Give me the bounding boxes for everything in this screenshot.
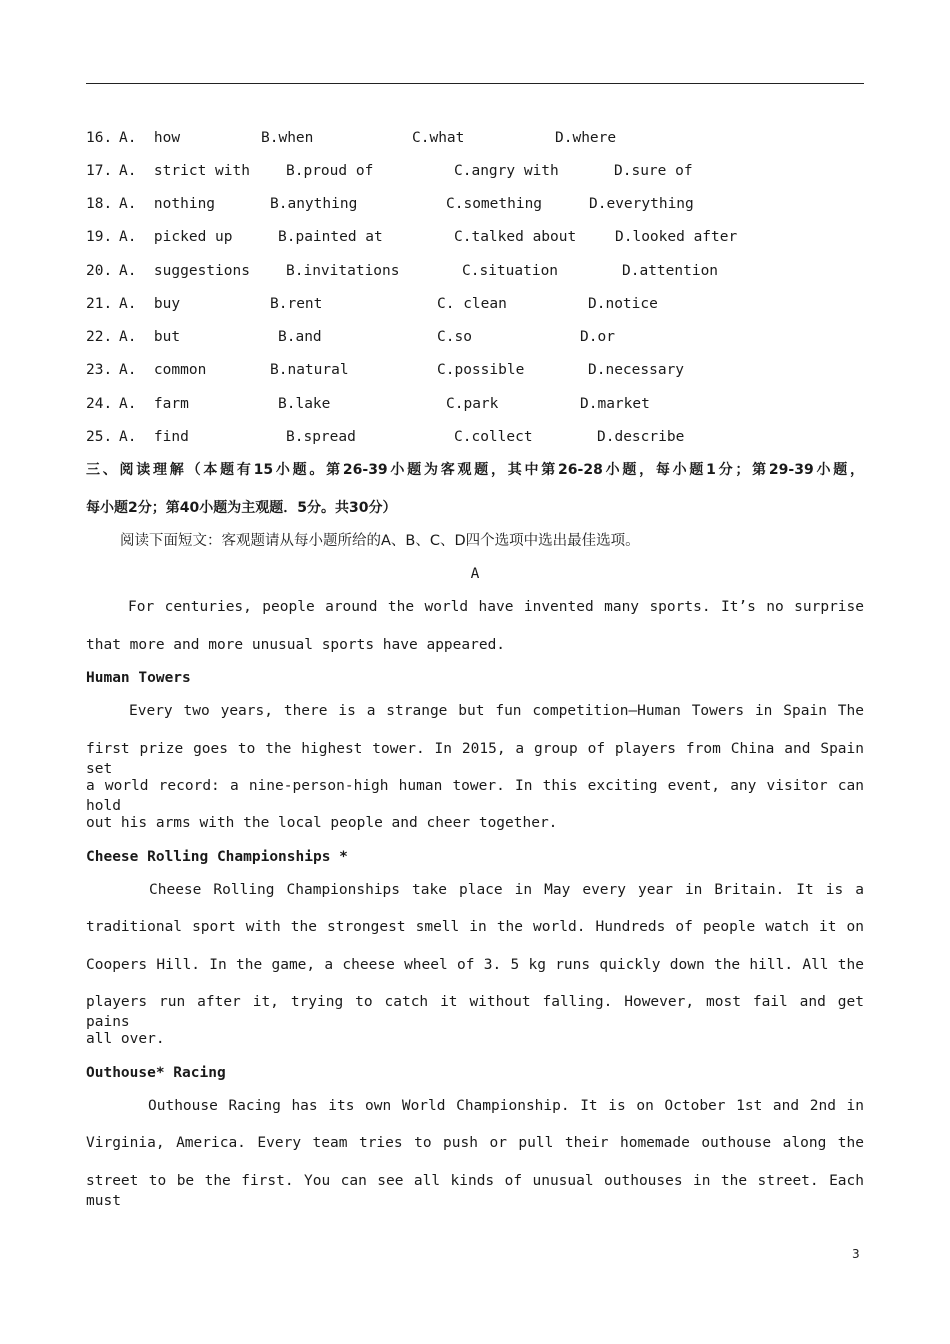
option-c: C.situation (462, 263, 559, 279)
option-b: B.painted at (278, 229, 383, 245)
option-b: B.spread (286, 429, 356, 445)
subheading-cheese-rolling: Cheese Rolling Championships * (86, 849, 348, 865)
question-row (86, 261, 886, 281)
option-d: D.describe (597, 429, 685, 445)
option-d: D.where (555, 130, 617, 146)
question-row (86, 294, 886, 314)
paragraph-line: players run after it, trying to catch it without falling. However, most fail and get pains (86, 994, 864, 1030)
question-number: 16. (86, 130, 113, 146)
paragraph-line: Virginia, America. Every team tries to push or pull their homemade outhouse along the (86, 1135, 864, 1151)
subheading-human-towers: Human Towers (86, 670, 191, 686)
option-b: B.rent (270, 296, 323, 312)
option-a: A. find (119, 429, 189, 445)
paragraph-line: first prize goes to the highest tower. In 2015, a group of players from China and Spain set (86, 741, 864, 777)
option-d: D.market (580, 396, 650, 412)
section-heading-line1: 三、阅读理解（本题有15小题。第26-39小题为客观题，其中第26-28小题，每小题1分；第29-39小题， (86, 462, 864, 478)
header-rule (86, 83, 864, 84)
option-c: C.so (437, 329, 472, 345)
option-d: D.sure of (614, 163, 693, 179)
question-row (86, 194, 886, 214)
question-number: 20. (86, 263, 113, 279)
question-number: 18. (86, 196, 113, 212)
paragraph-line: a world record: a nine-person-high human tower. In this exciting event, any visitor can hold (86, 778, 864, 814)
question-row (86, 327, 886, 347)
paragraph-line: Every two years, there is a strange but fun competition—Human Towers in Spain The (129, 703, 864, 719)
option-c: C.talked about (454, 229, 577, 245)
option-d: D.or (580, 329, 615, 345)
option-c: C.something (446, 196, 543, 212)
question-number: 17. (86, 163, 113, 179)
paragraph-line: all over. (86, 1031, 165, 1047)
option-d: D.necessary (588, 362, 685, 378)
option-c: C.what (412, 130, 465, 146)
question-row (86, 427, 886, 447)
option-c: C. clean (437, 296, 507, 312)
question-number: 19. (86, 229, 113, 245)
option-a: A. strict with (119, 163, 250, 179)
paragraph-line: that more and more unusual sports have appeared. (86, 637, 506, 653)
section-heading-line2: 每小题2分；第40小题为主观题．5分。共30分） (86, 500, 397, 516)
option-b: B.lake (278, 396, 331, 412)
question-row (86, 161, 886, 181)
option-a: A. picked up (119, 229, 233, 245)
option-c: C.possible (437, 362, 525, 378)
option-c: C.park (446, 396, 499, 412)
paragraph-line: For centuries, people around the world have invented many sports. It’s no surprise (128, 599, 864, 615)
paragraph-line: Outhouse Racing has its own World Championship. It is on October 1st and 2nd in (148, 1098, 864, 1114)
option-a: A. farm (119, 396, 189, 412)
instruction-text: 阅读下面短文：客观题请从每小题所给的A、B、C、D四个选项中选出最佳选项。 (120, 533, 640, 549)
option-d: D.attention (622, 263, 719, 279)
question-number: 23. (86, 362, 113, 378)
option-a: A. suggestions (119, 263, 250, 279)
question-number: 24. (86, 396, 113, 412)
option-a: A. common (119, 362, 207, 378)
option-a: A. how (119, 130, 181, 146)
option-a: A. nothing (119, 196, 216, 212)
subheading-outhouse-racing: Outhouse* Racing (86, 1065, 226, 1081)
option-c: C.collect (454, 429, 533, 445)
paragraph-line: Cheese Rolling Championships take place in May every year in Britain. It is a (149, 882, 864, 898)
option-d: D.looked after (615, 229, 738, 245)
question-row (86, 128, 886, 148)
option-d: D.notice (588, 296, 658, 312)
option-b: B.proud of (286, 163, 374, 179)
option-c: C.angry with (454, 163, 559, 179)
option-a: A. buy (119, 296, 181, 312)
option-b: B.and (278, 329, 322, 345)
paragraph-line: out his arms with the local people and cheer together. (86, 815, 558, 831)
question-number: 25. (86, 429, 113, 445)
option-b: B.natural (270, 362, 349, 378)
option-a: A. but (119, 329, 181, 345)
option-d: D.everything (589, 196, 694, 212)
paragraph-line: Coopers Hill. In the game, a cheese wheel of 3. 5 kg runs quickly down the hill. All the (86, 957, 864, 973)
question-number: 22. (86, 329, 113, 345)
option-b: B.anything (270, 196, 358, 212)
question-row (86, 360, 886, 380)
paragraph-line: traditional sport with the strongest smell in the world. Hundreds of people watch it on (86, 919, 864, 935)
option-b: B.invitations (286, 263, 400, 279)
option-b: B.when (261, 130, 314, 146)
page-number: 3 (852, 1247, 860, 1261)
question-row (86, 394, 886, 414)
question-row (86, 227, 886, 247)
paragraph-line: street to be the first. You can see all kinds of unusual outhouses in the street. Each must (86, 1173, 864, 1209)
question-number: 21. (86, 296, 113, 312)
passage-label: A (470, 566, 480, 582)
